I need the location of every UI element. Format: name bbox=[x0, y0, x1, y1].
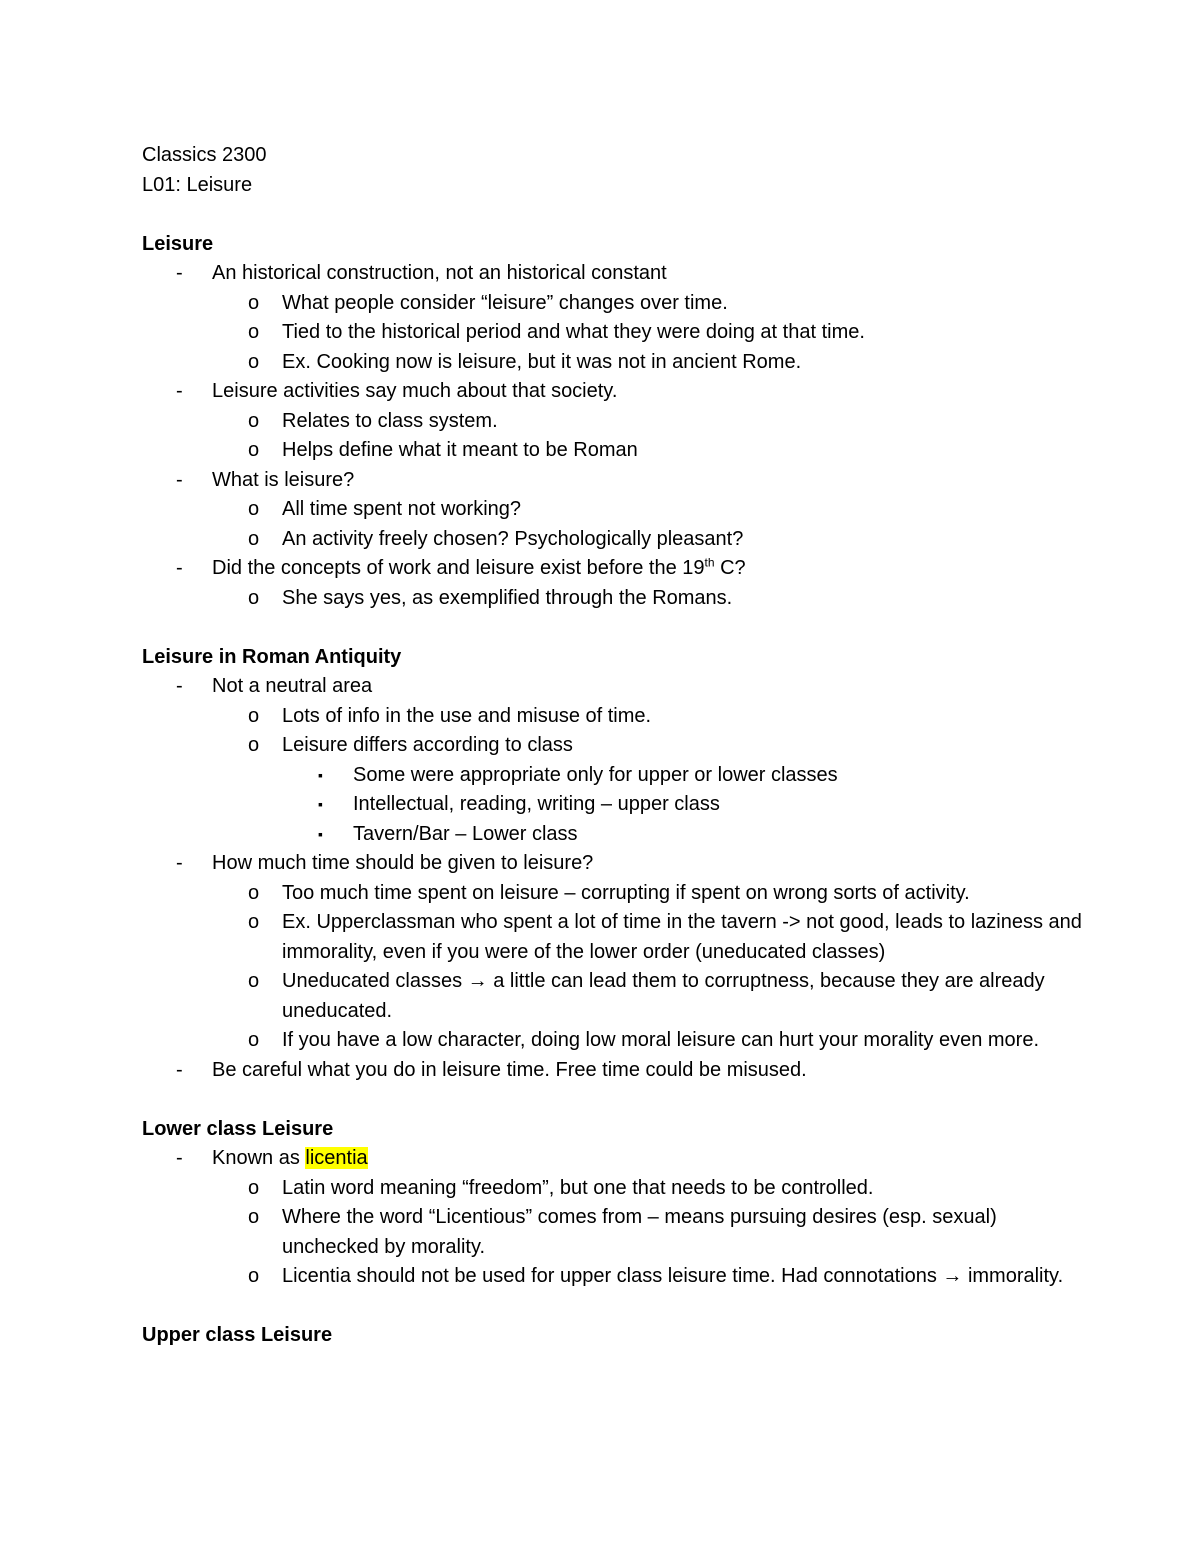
list-item bbox=[142, 466, 1082, 496]
section-heading-lower-class-leisure: Lower class Leisure bbox=[142, 1117, 334, 1140]
circle-bullet: o bbox=[248, 970, 260, 992]
list-item bbox=[142, 702, 1082, 732]
dash-bullet: - bbox=[176, 468, 183, 491]
circle-bullet: o bbox=[248, 1176, 260, 1199]
list-item-text: Some were appropriate only for upper or lower classes bbox=[353, 763, 838, 786]
list-item bbox=[142, 879, 1082, 909]
dash-bullet: - bbox=[176, 262, 183, 284]
list-item-text: Latin word meaning “freedom”, but one that needs to be controlled. bbox=[282, 1176, 874, 1199]
dash-bullet: - bbox=[176, 852, 183, 874]
list-item bbox=[142, 584, 1082, 614]
superscript: th bbox=[704, 555, 715, 570]
list-item bbox=[142, 908, 1082, 967]
list-item bbox=[142, 1174, 1082, 1204]
list-item-text: Not a neutral area bbox=[212, 675, 373, 697]
list-item bbox=[142, 436, 1082, 466]
list-item-text: Tied to the historical period and what they were doing at that time. bbox=[282, 321, 865, 343]
list-item bbox=[142, 1026, 1082, 1056]
circle-bullet: o bbox=[248, 911, 260, 933]
list-item-text: All time spent not working? bbox=[282, 498, 522, 520]
circle-bullet: o bbox=[248, 734, 260, 756]
square-bullet: ▪ bbox=[318, 766, 323, 783]
circle-bullet: o bbox=[248, 1265, 260, 1287]
dash-bullet: - bbox=[176, 1058, 183, 1081]
list-item bbox=[142, 259, 1082, 289]
circle-bullet: o bbox=[248, 439, 260, 461]
list-item-text: Lots of info in the use and misuse of time. bbox=[282, 704, 652, 727]
dash-bullet: - bbox=[176, 1147, 183, 1169]
list-item bbox=[142, 672, 1082, 702]
list-item-text: Where the word “Licentious” comes from – means pursuing desires (esp. sexual) unchecked by morality. bbox=[282, 1206, 997, 1258]
circle-bullet: o bbox=[248, 409, 260, 432]
circle-bullet: o bbox=[248, 527, 260, 550]
list-item-text: Intellectual, reading, writing – upper class bbox=[353, 793, 720, 815]
lecture-title: L01: Leisure bbox=[142, 173, 253, 196]
list-item-text: Helps define what it meant to be Roman bbox=[282, 439, 638, 461]
dash-bullet: - bbox=[176, 675, 183, 697]
list-item-text: C? bbox=[714, 557, 746, 579]
list-item-text: An historical construction, not an historical constant bbox=[212, 262, 667, 284]
list-item-text: What is leisure? bbox=[212, 468, 355, 491]
highlighted-term: licentia bbox=[305, 1147, 368, 1169]
circle-bullet: o bbox=[248, 881, 260, 904]
spacer bbox=[142, 1085, 1082, 1115]
circle-bullet: o bbox=[248, 704, 260, 727]
list-item-text: Relates to class system. bbox=[282, 409, 498, 432]
list-item-text: Too much time spent on leisure – corrupting if spent on wrong sorts of activity. bbox=[282, 881, 970, 904]
list-item-text: How much time should be given to leisure? bbox=[212, 852, 594, 874]
list-item bbox=[142, 1262, 1082, 1292]
spacer bbox=[142, 613, 1082, 643]
list-item-text: Leisure differs according to class bbox=[282, 734, 573, 756]
section-heading-leisure: Leisure bbox=[142, 232, 214, 255]
circle-bullet: o bbox=[248, 350, 260, 373]
list-item-text: Did the concepts of work and leisure exist before the 19 bbox=[212, 557, 705, 579]
list-item-text: She says yes, as exemplified through the Romans. bbox=[282, 586, 733, 609]
list-item bbox=[142, 1056, 1082, 1086]
list-item bbox=[142, 967, 1082, 1026]
dash-bullet: - bbox=[176, 557, 183, 579]
dash-bullet: - bbox=[176, 380, 183, 402]
spacer bbox=[142, 1292, 1082, 1322]
list-item bbox=[142, 377, 1082, 407]
list-item bbox=[142, 1203, 1082, 1262]
list-item bbox=[142, 495, 1082, 525]
list-item bbox=[142, 554, 1082, 584]
list-item bbox=[142, 348, 1082, 378]
list-item bbox=[142, 1144, 1082, 1174]
list-item bbox=[142, 318, 1082, 348]
circle-bullet: o bbox=[248, 1206, 260, 1228]
list-item-text: An activity freely chosen? Psychologically pleasant? bbox=[282, 527, 744, 550]
circle-bullet: o bbox=[248, 586, 260, 609]
list-item-text: If you have a low character, doing low moral leisure can hurt your morality even more. bbox=[282, 1029, 1040, 1051]
list-item bbox=[142, 525, 1082, 555]
list-item-text: Uneducated classes → a little can lead them to corruptness, because they are already uneducated. bbox=[282, 970, 1045, 1022]
list-item-text: Licentia should not be used for upper class leisure time. Had connotations → immorality. bbox=[282, 1265, 1064, 1287]
list-item-text: Known as bbox=[212, 1147, 306, 1169]
list-item-text: Be careful what you do in leisure time. Free time could be misused. bbox=[212, 1058, 807, 1081]
list-item-text: What people consider “leisure” changes over time. bbox=[282, 291, 728, 314]
circle-bullet: o bbox=[248, 1029, 260, 1051]
section-heading-upper-class-leisure: Upper class Leisure bbox=[142, 1324, 333, 1346]
list-item bbox=[142, 407, 1082, 437]
circle-bullet: o bbox=[248, 321, 260, 343]
square-bullet: ▪ bbox=[318, 796, 323, 812]
section-heading-roman-antiquity: Leisure in Roman Antiquity bbox=[142, 645, 402, 668]
list-item-text: Ex. Upperclassman who spent a lot of time in the tavern -> not good, leads to laziness and immorality, even if you were of the lower order (uneducated classes) bbox=[282, 911, 1082, 963]
circle-bullet: o bbox=[248, 291, 260, 314]
list-item bbox=[142, 731, 1082, 761]
course-title: Classics 2300 bbox=[142, 144, 267, 166]
list-item bbox=[142, 761, 1082, 791]
list-item bbox=[142, 790, 1082, 820]
list-item bbox=[142, 820, 1082, 850]
list-item bbox=[142, 849, 1082, 879]
spacer bbox=[142, 200, 1082, 230]
list-item-text: Leisure activities say much about that society. bbox=[212, 380, 618, 402]
list-item bbox=[142, 289, 1082, 319]
list-item-text: Tavern/Bar – Lower class bbox=[353, 822, 578, 845]
list-item-text: Ex. Cooking now is leisure, but it was not in ancient Rome. bbox=[282, 350, 802, 373]
circle-bullet: o bbox=[248, 498, 260, 520]
document-body bbox=[142, 141, 1082, 1351]
square-bullet: ▪ bbox=[318, 825, 323, 842]
